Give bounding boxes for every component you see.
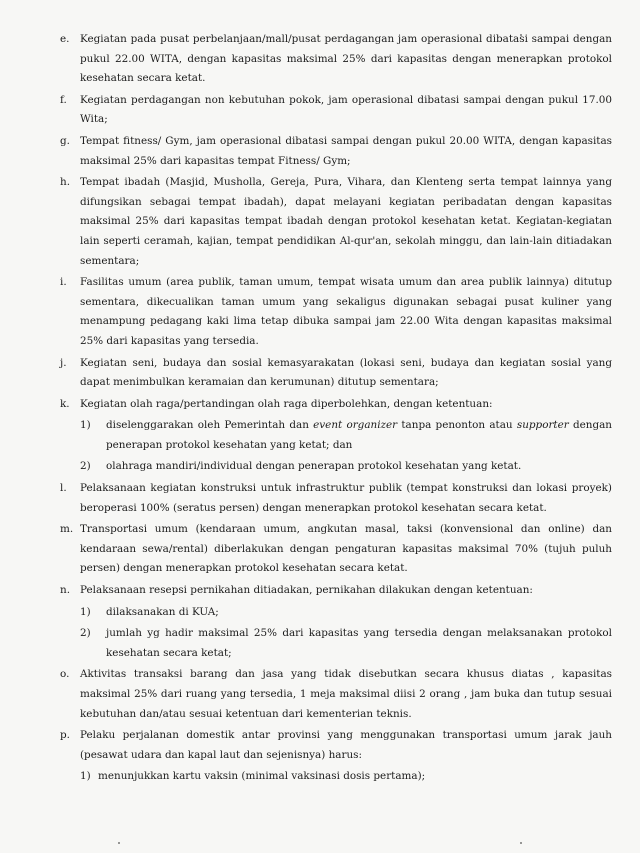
item-marker: l. [60, 482, 67, 495]
sub-item-text-part: diselenggarakan oleh Pemerintah dan [106, 419, 314, 432]
sub-item-number: 1) [80, 770, 91, 783]
sub-item-text: menunjukkan kartu vaksin (minimal vaksinasi dosis pertama); [98, 770, 426, 783]
sub-item-text-italic: event organizer [313, 419, 398, 432]
list-item-g [60, 132, 612, 171]
item-text: Pelaksanaan kegiatan konstruksi untuk infrastruktur publik (tempat konstruksi dan lokasi proyek) beroperasi 100% (seratus persen) dengan menerapkan protokol kesehatan secara ketat. [80, 482, 612, 514]
sub-item-text: dilaksanakan di KUA; [106, 605, 219, 618]
sub-item-k-1 [80, 416, 612, 455]
list-item-f [60, 91, 612, 130]
list-item-h [60, 173, 612, 271]
item-text: Kegiatan seni, budaya dan sosial kemasyarakatan (lokasi seni, budaya dan kegiatan sosial yang dapat menimbulkan keramaian dan kerumunan) ditutup sementara; [80, 356, 612, 389]
sub-item-text-part: dengan penerapan protokol kesehatan yang ketat; dan [106, 419, 613, 451]
item-marker: f. [60, 93, 67, 106]
sub-item-p-1 [80, 767, 612, 787]
list-item-n [60, 581, 612, 601]
item-text: Fasilitas umum (area publik, taman umum, tempat wisata umum dan area publik lainnya) ditutup sementara, dikecualikan taman umum yang sekaligus digunakan sebagai pusat kuliner yang menampung pedagang kaki lima tetap dibuka sampai jam 22.00 Wita dengan kapasitas maksimal 25% dari kapasitas yang tersedia. [80, 276, 612, 347]
scan-speck [520, 842, 522, 844]
item-marker: i. [60, 276, 67, 289]
sub-item-n-1 [80, 603, 612, 623]
sub-item-text: jumlah yg hadir maksimal 25% dari kapasitas yang tersedia dengan melaksanakan protokol kesehatan secara ketat; [106, 627, 612, 659]
item-text: Pelaksanaan resepsi pernikahan ditiadakan, pernikahan dilakukan dengan ketentuan: [80, 584, 533, 597]
sub-item-n-2 [80, 624, 612, 663]
sub-item-number: 2) [80, 627, 91, 640]
sub-item-number: 1) [80, 605, 91, 618]
sub-item-text: olahraga mandiri/individual dengan penerapan protokol kesehatan yang ketat. [106, 460, 522, 473]
list-item-e [60, 30, 612, 89]
item-text: Kegiatan perdagangan non kebutuhan pokok, jam operasional dibatasi sampai dengan pukul 17.00 Wita; [80, 93, 612, 126]
list-item-i [60, 273, 612, 351]
item-text: Transportasi umum (kendaraan umum, angkutan masal, taksi (konvensional dan online) dan kendaraan sewa/rental) diberlakukan dengan pengaturan kapasitas maksimal 70% (tujuh puluh persen) dengan menerapkan protokol kesehatan secara ketat. [80, 523, 612, 575]
item-text: Kegiatan olah raga/pertandingan olah raga diperbolehkan, dengan ketentuan: [80, 397, 493, 410]
list-item-m [60, 520, 612, 579]
item-marker: k. [60, 397, 70, 410]
item-marker: e. [60, 33, 70, 45]
sub-item-number: 2) [80, 460, 91, 473]
item-text: Pelaku perjalanan domestik antar provinsi yang menggunakan transportasi umum jarak jauh (pesawat udara dan kapal laut dan sejenisnya) harus: [80, 729, 612, 761]
list-item-l [60, 479, 612, 518]
sub-item-number: 1) [80, 419, 91, 432]
item-marker: h. [60, 176, 70, 189]
sub-item-text-italic: supporter [516, 419, 569, 432]
sub-item-k-2 [80, 457, 612, 477]
item-text: Kegiatan pada pusat perbelanjaan/mall/pusat perdagangan jam operasional dibatasi sampai dengan pukul 22.00 WITA, dengan kapasitas maksimal 25% dari kapasitas dengan menerapkan protokol kesehatan secara ketat. [80, 33, 612, 85]
item-marker: m. [60, 523, 74, 536]
item-marker: n. [60, 584, 70, 597]
item-marker: o. [60, 668, 70, 681]
item-text: Aktivitas transaksi barang dan jasa yang tidak disebutkan secara khusus diatas , kapasitas maksimal 25% dari ruang yang tersedia, 1 meja maksimal diisi 2 orang , jam buka dan tutup sesuai kebutuhan dan/atau sesuai ketentuan dari kementerian teknis. [80, 668, 612, 720]
list-item-p [60, 726, 612, 765]
item-marker: j. [60, 356, 67, 369]
list-item-j [60, 354, 612, 393]
item-marker: p. [60, 729, 70, 742]
sub-item-text-part: tanpa penonton atau [397, 419, 517, 432]
item-text: Tempat ibadah (Masjid, Musholla, Gereja, Pura, Vihara, dan Klenteng serta tempat lainnya yang difungsikan sebagai tempat ibadah), dapat melayani kegiatan peribadatan dengan kapasitas maksimal 25% dari kapasitas tempat ibadah dengan protokol kesehatan ketat. Kegiatan-kegiatan lain seperti ceramah, kajian, tempat pendidikan Al-qur'an, sekolah minggu, dan lain-lain ditiadakan sementara; [80, 176, 612, 267]
item-text: Tempat fitness/ Gym, jam operasional dibatasi sampai dengan pukul 20.00 WITA, dengan kapasitas maksimal 25% dari kapasitas tempat Fitness/ Gym; [80, 134, 612, 167]
list-item-o [60, 665, 612, 724]
list-item-k [60, 395, 612, 415]
scan-speck [118, 842, 120, 844]
item-marker: g. [60, 134, 70, 147]
